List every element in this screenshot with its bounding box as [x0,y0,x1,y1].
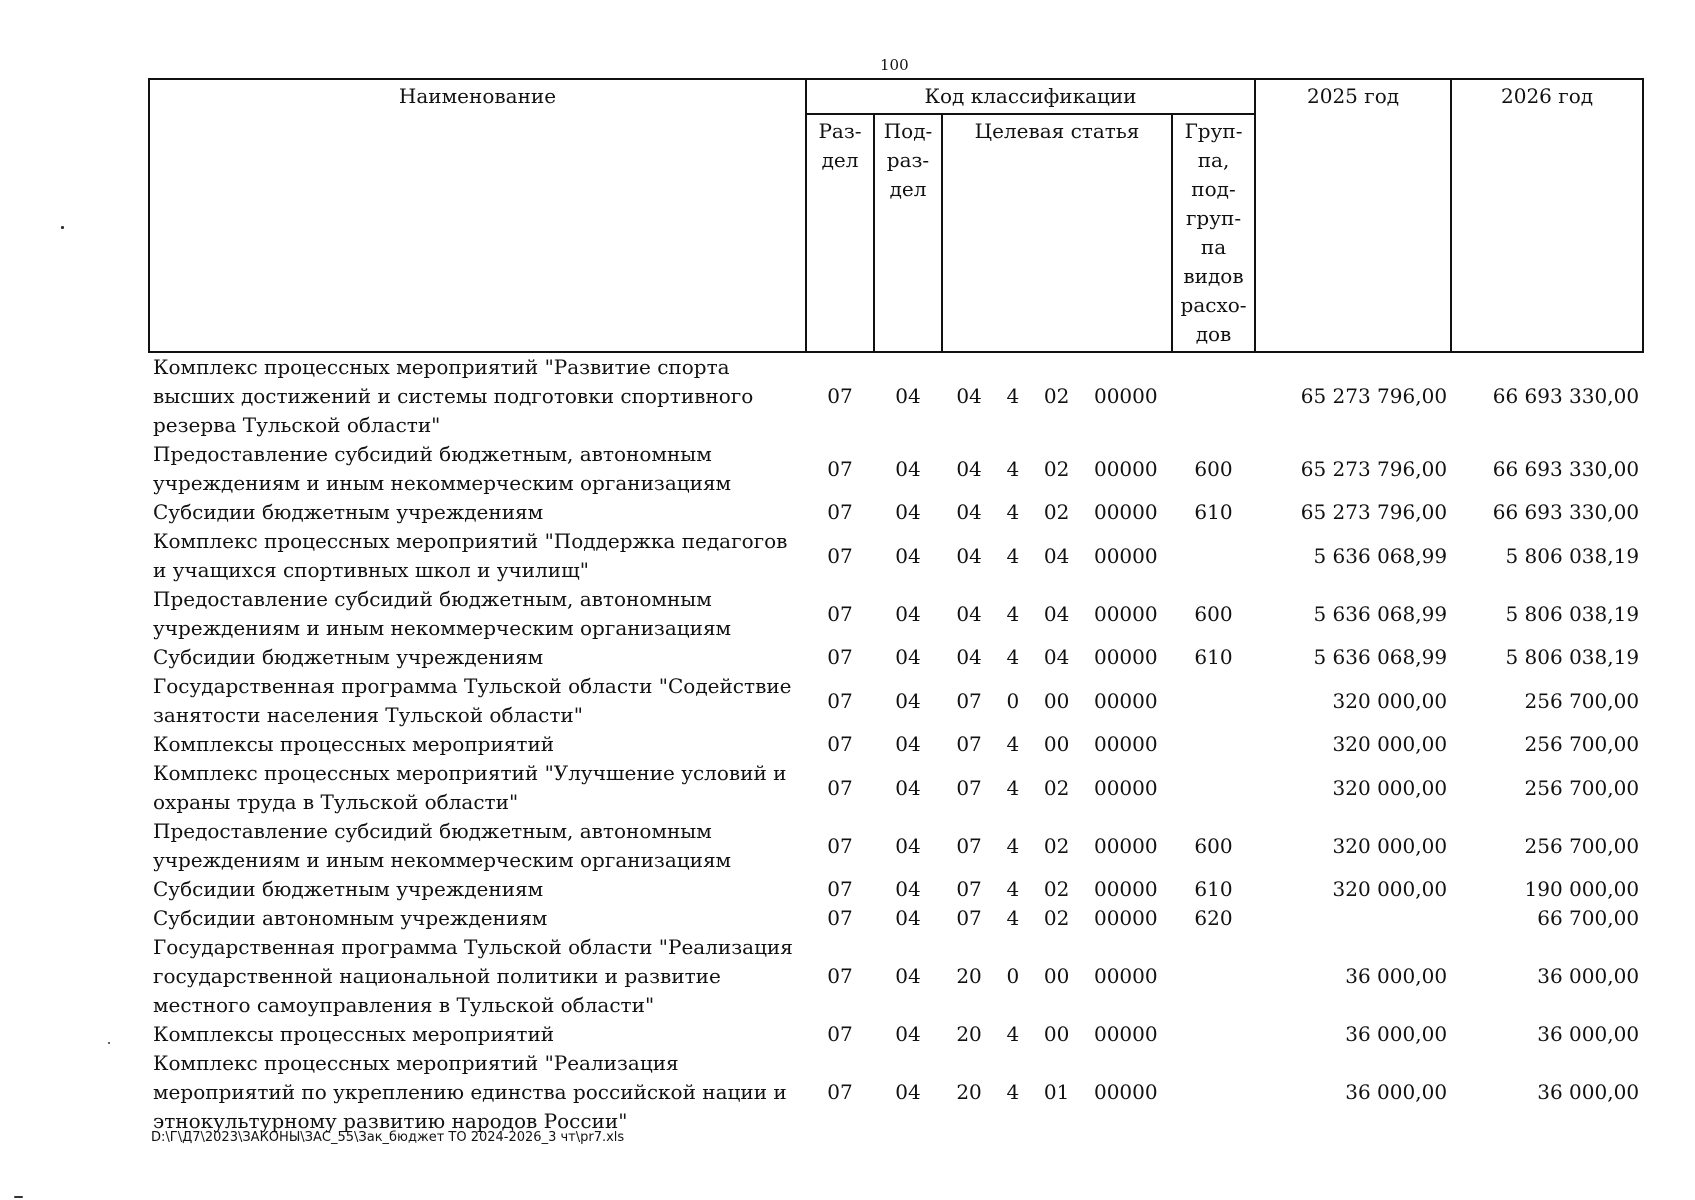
target-article-part: 02 [1043,906,1070,930]
row-name: Субсидии бюджетным учреждениям [153,877,544,901]
row-expense-group: 600 [1194,601,1233,626]
row-expense-group [1172,527,1255,585]
table-row [149,817,1643,875]
row-value-2026: 66 700,00 [1537,906,1640,930]
table-row [149,1049,1643,1136]
row-target-article [942,440,1172,498]
row-target-article [942,643,1172,672]
row-podrazdel: 04 [895,543,921,568]
row-target-article [942,904,1172,933]
target-article-part: 07 [956,732,982,756]
row-value-2026: 256 700,00 [1524,688,1640,713]
row-razdel: 07 [827,500,853,524]
target-article-part: 07 [956,906,982,930]
row-name: Комплексы процессных мероприятий [153,1022,555,1046]
row-podrazdel: 04 [895,1080,921,1104]
target-article-part: 07 [956,877,982,901]
row-value-2026: 5 806 038,19 [1505,645,1640,669]
row-value-2026: 36 000,00 [1537,1022,1640,1046]
row-value-2026: 66 693 330,00 [1492,500,1640,524]
row-podrazdel: 04 [895,732,921,756]
target-article-part: 4 [1006,384,1020,408]
row-value-2025: 320 000,00 [1332,877,1448,901]
row-razdel: 07 [827,543,853,568]
target-article-part: 00000 [1093,500,1158,524]
header-year-2025: 2025 год [1255,79,1451,352]
header-razdel: Раз- дел [806,114,874,352]
row-expense-group [1172,1049,1255,1136]
row-value-2025: 320 000,00 [1332,732,1448,756]
target-article-part: 04 [956,384,982,408]
row-value-2025: 5 636 068,99 [1313,543,1448,568]
target-article-part: 02 [1043,384,1070,408]
table-row [149,730,1643,759]
target-article-part: 01 [1043,1080,1070,1104]
target-article-part: 0 [1006,964,1020,988]
row-expense-group [1172,1020,1255,1049]
row-razdel: 07 [827,384,853,408]
row-value-2025: 36 000,00 [1345,1022,1448,1046]
row-podrazdel: 04 [895,601,921,626]
row-razdel: 07 [827,601,853,626]
target-article-part: 4 [1006,1022,1020,1046]
table-row [149,759,1643,817]
row-value-2025: 5 636 068,99 [1313,645,1448,669]
target-article-part: 00000 [1093,1022,1158,1046]
target-article-part: 00 [1043,688,1070,713]
row-name: Предоставление субсидий бюджетным, автономным учреждениям и иным некоммерческим организациям [153,587,732,640]
table-body [149,352,1643,1136]
target-article-part: 04 [956,500,982,524]
row-target-article [942,1020,1172,1049]
row-value-2026: 5 806 038,19 [1505,543,1640,568]
target-article-part: 00000 [1093,964,1158,988]
target-article-part: 04 [1043,543,1070,568]
row-target-article [942,527,1172,585]
table-row [149,904,1643,933]
target-article-part: 20 [956,964,982,988]
row-value-2025: 36 000,00 [1345,964,1448,988]
table-header [149,79,1643,352]
table-row [149,933,1643,1020]
budget-table [148,78,1644,1136]
row-value-2026: 36 000,00 [1537,1080,1640,1104]
row-expense-group [1172,352,1255,440]
row-podrazdel: 04 [895,1022,921,1046]
target-article-part: 4 [1006,906,1020,930]
row-expense-group: 600 [1194,833,1233,858]
row-value-2025: 65 273 796,00 [1300,384,1448,408]
header-year-2026: 2026 год [1451,79,1643,352]
row-value-2025: 5 636 068,99 [1313,601,1448,626]
scan-speck [61,226,64,229]
row-expense-group [1172,759,1255,817]
row-expense-group: 610 [1194,877,1233,901]
row-razdel: 07 [827,877,853,901]
target-article-part: 00000 [1093,732,1158,756]
header-podrazdel: Под- раз- дел [874,114,942,352]
row-expense-group [1172,933,1255,1020]
table-row [149,585,1643,643]
row-name: Государственная программа Тульской области "Содействие занятости населения Тульской области" [153,674,792,727]
header-target-article: Целевая статья [942,114,1172,352]
row-value-2026: 256 700,00 [1524,732,1640,756]
target-article-part: 04 [956,456,982,481]
row-target-article [942,817,1172,875]
row-expense-group [1172,672,1255,730]
row-podrazdel: 04 [895,645,921,669]
row-podrazdel: 04 [895,906,921,930]
row-name: Комплексы процессных мероприятий [153,732,555,756]
scan-speck [14,1196,23,1198]
target-article-part: 4 [1006,500,1020,524]
table-row [149,643,1643,672]
target-article-part: 04 [956,645,982,669]
target-article-part: 00000 [1093,384,1158,408]
row-podrazdel: 04 [895,500,921,524]
target-article-part: 02 [1043,456,1070,481]
target-article-part: 4 [1006,601,1020,626]
row-target-article [942,498,1172,527]
target-article-part: 4 [1006,645,1020,669]
header-code-group: Код классификации [806,79,1255,114]
table-row [149,875,1643,904]
row-name: Предоставление субсидий бюджетным, автономным учреждениям и иным некоммерческим организациям [153,442,732,495]
header-expense-group: Груп- па, под- груп- па видов расхо- дов [1172,114,1255,352]
row-podrazdel: 04 [895,384,921,408]
row-razdel: 07 [827,906,853,930]
row-name: Комплекс процессных мероприятий "Развитие спорта высших достижений и системы подготовки спортивного резерва Тульской области" [153,355,754,437]
target-article-part: 04 [956,601,982,626]
row-value-2026: 256 700,00 [1524,775,1640,800]
row-target-article [942,875,1172,904]
table-row [149,672,1643,730]
target-article-part: 00000 [1093,601,1158,626]
row-name: Субсидии бюджетным учреждениям [153,645,544,669]
table-row [149,352,1643,440]
row-target-article [942,1049,1172,1136]
row-name: Государственная программа Тульской области "Реализация государственной национальной политики и развитие местного самоуправления в Тульской области" [153,935,793,1017]
row-name: Субсидии бюджетным учреждениям [153,500,544,524]
target-article-part: 4 [1006,1080,1020,1104]
row-razdel: 07 [827,1080,853,1104]
target-article-part: 04 [1043,645,1070,669]
row-value-2025: 65 273 796,00 [1300,500,1448,524]
row-razdel: 07 [827,964,853,988]
target-article-part: 00000 [1093,543,1158,568]
scan-speck [108,1042,110,1044]
row-target-article [942,352,1172,440]
target-article-part: 00 [1043,964,1070,988]
row-razdel: 07 [827,1022,853,1046]
row-podrazdel: 04 [895,877,921,901]
target-article-part: 4 [1006,543,1020,568]
target-article-part: 20 [956,1080,982,1104]
row-value-2026: 66 693 330,00 [1492,456,1640,481]
target-article-part: 4 [1006,833,1020,858]
table-row [149,527,1643,585]
row-podrazdel: 04 [895,775,921,800]
row-target-article [942,933,1172,1020]
target-article-part: 00000 [1093,775,1158,800]
row-target-article [942,730,1172,759]
row-razdel: 07 [827,833,853,858]
row-expense-group [1172,730,1255,759]
row-podrazdel: 04 [895,456,921,481]
target-article-part: 07 [956,775,982,800]
table-row [149,1020,1643,1049]
target-article-part: 4 [1006,877,1020,901]
row-value-2026: 36 000,00 [1537,964,1640,988]
target-article-part: 00000 [1093,833,1158,858]
page-number: 100 [880,56,909,74]
row-value-2026: 256 700,00 [1524,833,1640,858]
target-article-part: 4 [1006,732,1020,756]
row-value-2025: 320 000,00 [1332,688,1448,713]
target-article-part: 02 [1043,500,1070,524]
file-path-footer: D:\Г\Д7\2023\ЗАКОНЫ\ЗАС_55\Зак_бюджет ТО 2024-2026_3 чт\pr7.xls [151,1130,625,1145]
row-name: Субсидии автономным учреждениям [153,906,548,930]
row-razdel: 07 [827,732,853,756]
target-article-part: 00000 [1093,688,1158,713]
row-podrazdel: 04 [895,688,921,713]
row-value-2026: 5 806 038,19 [1505,601,1640,626]
row-expense-group: 610 [1194,500,1233,524]
row-expense-group: 600 [1194,456,1233,481]
row-expense-group: 620 [1194,906,1233,930]
row-value-2025: 65 273 796,00 [1300,456,1448,481]
target-article-part: 00 [1043,1022,1070,1046]
target-article-part: 0 [1006,688,1020,713]
row-razdel: 07 [827,645,853,669]
header-name: Наименование [149,79,806,352]
target-article-part: 07 [956,688,982,713]
row-name: Комплекс процессных мероприятий "Улучшение условий и охраны труда в Тульской области" [153,761,787,814]
row-value-2025: 320 000,00 [1332,833,1448,858]
target-article-part: 00000 [1093,906,1158,930]
target-article-part: 00000 [1093,645,1158,669]
row-razdel: 07 [827,456,853,481]
row-expense-group: 610 [1194,645,1233,669]
row-razdel: 07 [827,688,853,713]
target-article-part: 02 [1043,877,1070,901]
row-value-2025: 36 000,00 [1345,1080,1448,1104]
target-article-part: 04 [956,543,982,568]
target-article-part: 4 [1006,775,1020,800]
target-article-part: 04 [1043,601,1070,626]
target-article-part: 20 [956,1022,982,1046]
target-article-part: 00 [1043,732,1070,756]
row-value-2025: 320 000,00 [1332,775,1448,800]
target-article-part: 02 [1043,775,1070,800]
row-target-article [942,759,1172,817]
table-row [149,498,1643,527]
row-podrazdel: 04 [895,964,921,988]
row-target-article [942,672,1172,730]
target-article-part: 07 [956,833,982,858]
target-article-part: 4 [1006,456,1020,481]
row-value-2026: 66 693 330,00 [1492,384,1640,408]
row-target-article [942,585,1172,643]
target-article-part: 00000 [1093,1080,1158,1104]
row-name: Комплекс процессных мероприятий "Поддержка педагогов и учащихся спортивных школ и училищ" [153,529,788,582]
row-value-2026: 190 000,00 [1524,877,1640,901]
row-name: Предоставление субсидий бюджетным, автономным учреждениям и иным некоммерческим организациям [153,819,732,872]
row-podrazdel: 04 [895,833,921,858]
target-article-part: 00000 [1093,456,1158,481]
target-article-part: 02 [1043,833,1070,858]
target-article-part: 00000 [1093,877,1158,901]
row-razdel: 07 [827,775,853,800]
row-name: Комплекс процессных мероприятий "Реализация мероприятий по укреплению единства российской нации и этнокультурному развитию народов России" [153,1051,787,1133]
row-value-2025 [1255,904,1451,933]
table-row [149,440,1643,498]
